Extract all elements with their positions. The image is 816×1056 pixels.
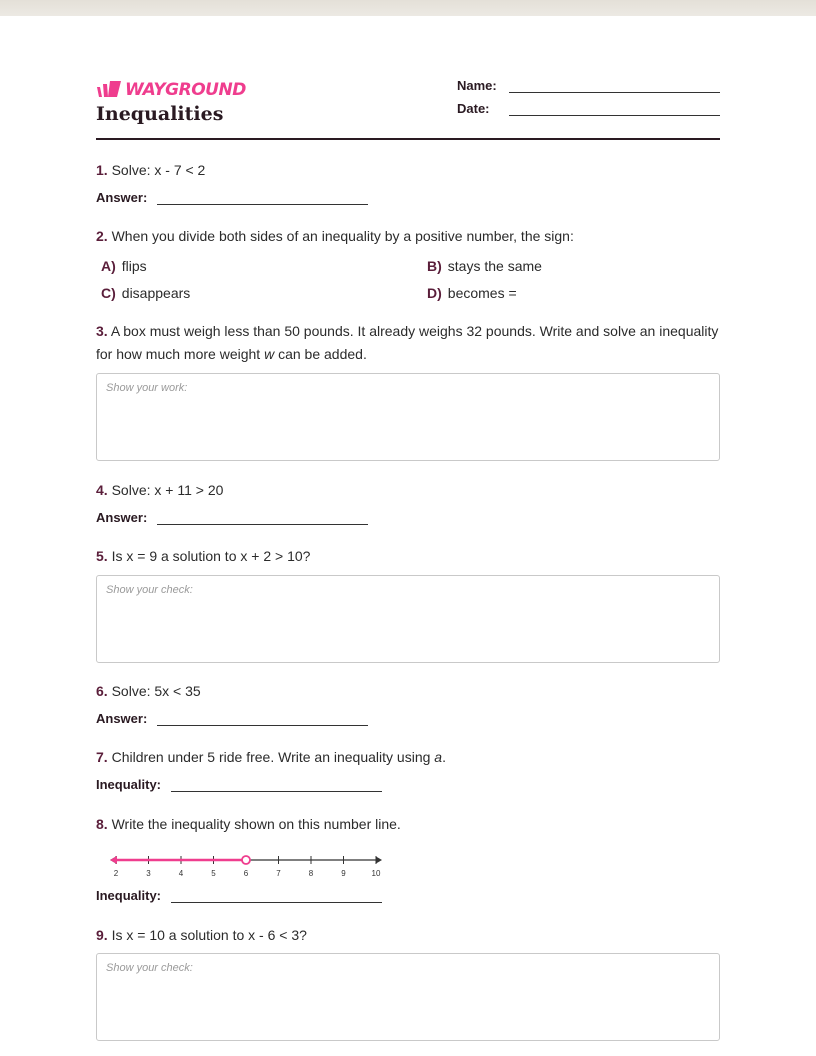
number-line-tick-label: 10: [371, 869, 381, 878]
question-text: Write the inequality shown on this number line.: [111, 816, 401, 832]
option-b[interactable]: [427, 258, 542, 274]
question-number: 9.: [96, 927, 108, 943]
answer-label: Answer:: [96, 510, 148, 525]
page-title: Inequalities: [96, 103, 224, 125]
number-line-tick-label: 7: [276, 869, 281, 878]
number-line-right-arrow: [376, 857, 382, 864]
question-number: 3.: [96, 323, 108, 339]
number-line-tick-label: 4: [178, 869, 184, 878]
work-box-placeholder: Show your check:: [106, 962, 193, 974]
option-text: flips: [121, 258, 147, 274]
question-number: 1.: [96, 162, 108, 178]
number-line-tick-label: 3: [146, 869, 151, 878]
wayground-logo-icon: [96, 81, 122, 99]
option-letter: A): [101, 258, 116, 274]
question-7: [96, 746, 720, 769]
question-variable: a: [434, 749, 443, 765]
question-4: [96, 479, 720, 502]
answer-field-7[interactable]: [96, 777, 382, 792]
answer-line[interactable]: [171, 780, 382, 792]
work-box-9[interactable]: [96, 953, 720, 1041]
question-text: Is x = 10 a solution to x - 6 < 3?: [111, 927, 307, 943]
question-number: 4.: [96, 482, 108, 498]
question-6: [96, 680, 720, 703]
question-text-end: .: [442, 749, 446, 765]
work-box-3[interactable]: [96, 373, 720, 461]
question-number: 8.: [96, 816, 108, 832]
question-3: [96, 320, 720, 366]
question-number: 2.: [96, 228, 108, 244]
answer-label: Answer:: [96, 711, 148, 726]
question-text: Solve: x - 7 < 2: [111, 162, 206, 178]
answer-label: Answer:: [96, 190, 148, 205]
question-1: [96, 159, 720, 182]
option-text: disappears: [121, 285, 191, 301]
option-c[interactable]: [101, 285, 190, 301]
answer-field-6[interactable]: [96, 711, 368, 726]
number-line-shaded-arrow: [110, 856, 117, 864]
question-number: 7.: [96, 749, 108, 765]
number-line-tick-label: 9: [341, 869, 346, 878]
number-line: [106, 848, 396, 882]
question-2: [96, 225, 720, 248]
option-a[interactable]: [101, 258, 147, 274]
date-field[interactable]: [457, 101, 720, 116]
option-text: stays the same: [447, 258, 542, 274]
question-8: [96, 813, 720, 836]
work-box-placeholder: Show your check:: [106, 584, 193, 596]
question-number: 5.: [96, 548, 108, 564]
question-text-end: can be added.: [274, 346, 367, 362]
number-line-tick-label: 2: [113, 869, 119, 878]
answer-field-4[interactable]: [96, 510, 368, 525]
brand-logo: [96, 80, 246, 100]
number-line-endpoint: [242, 856, 250, 864]
answer-label: Inequality:: [96, 777, 162, 792]
question-text: Children under 5 ride free. Write an inequality using: [111, 749, 435, 765]
option-d[interactable]: [427, 285, 517, 301]
name-field[interactable]: [457, 78, 720, 93]
date-label: Date:: [457, 101, 490, 116]
answer-label: Inequality:: [96, 888, 162, 903]
answer-field-1[interactable]: [96, 190, 368, 205]
name-label: Name:: [457, 78, 497, 93]
question-text: Solve: 5x < 35: [111, 683, 201, 699]
date-line[interactable]: [509, 104, 720, 116]
question-text: Solve: x + 11 > 20: [111, 482, 224, 498]
question-text: When you divide both sides of an inequality by a positive number, the sign:: [111, 228, 574, 244]
brand-name: WAYGROUND: [125, 80, 246, 100]
answer-line[interactable]: [157, 714, 368, 726]
answer-line[interactable]: [157, 513, 368, 525]
number-line-tick-label: 8: [308, 869, 314, 878]
question-text: A box must weigh less than 50 pounds. It already weighs 32 pounds. Write and solve an inequality for how much more weight: [96, 323, 719, 362]
answer-field-8[interactable]: [96, 888, 382, 903]
name-line[interactable]: [509, 81, 720, 93]
question-5: [96, 545, 720, 568]
header-divider: [96, 138, 720, 140]
option-letter: D): [427, 285, 442, 301]
question-variable: w: [264, 346, 275, 362]
question-text: Is x = 9 a solution to x + 2 > 10?: [111, 548, 311, 564]
question-9: [96, 924, 720, 947]
option-letter: B): [427, 258, 442, 274]
number-line-tick-label: 6: [243, 869, 249, 878]
question-number: 6.: [96, 683, 108, 699]
option-letter: C): [101, 285, 116, 301]
page-top-edge: [0, 0, 816, 16]
answer-line[interactable]: [157, 193, 368, 205]
answer-line[interactable]: [171, 891, 382, 903]
number-line-tick-label: 5: [211, 869, 216, 878]
work-box-placeholder: Show your work:: [106, 382, 188, 394]
option-text: becomes =: [447, 285, 517, 301]
work-box-5[interactable]: [96, 575, 720, 663]
